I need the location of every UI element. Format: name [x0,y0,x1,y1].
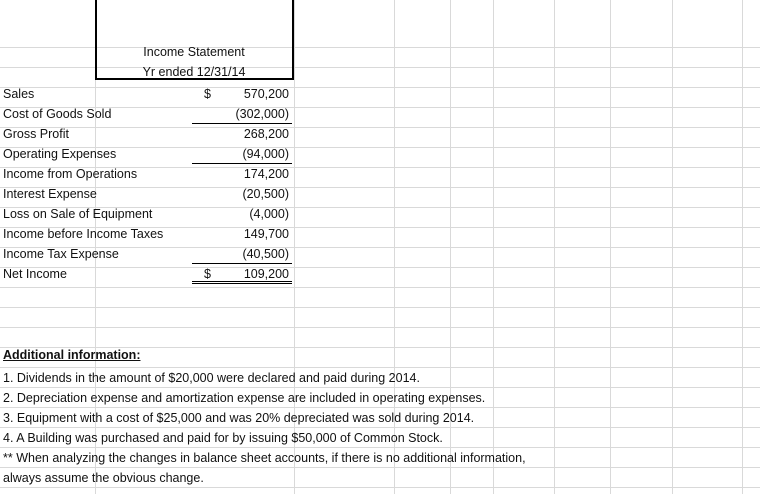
statement-title[interactable]: Income Statement [143,45,245,59]
row-label[interactable]: Cost of Goods Sold [3,107,112,121]
row-value[interactable]: (4,000) [249,207,289,221]
additional-info-line[interactable]: 1. Dividends in the amount of $20,000 were declared and paid during 2014. [3,371,420,385]
row-label[interactable]: Loss on Sale of Equipment [3,207,153,221]
additional-info-line[interactable]: 3. Equipment with a cost of $25,000 and was 20% depreciated was sold during 2014. [3,411,475,425]
row-value[interactable]: (20,500) [242,187,289,201]
row-label[interactable]: Operating Expenses [3,147,117,161]
row-value[interactable]: 268,200 [243,127,289,141]
additional-info-line[interactable]: always assume the obvious change. [3,471,204,485]
row-label[interactable]: Income Tax Expense [3,247,119,261]
row-label[interactable]: Interest Expense [3,187,97,201]
row-label[interactable]: Income from Operations [3,167,138,181]
currency-symbol: $ [204,87,211,101]
row-label[interactable]: Sales [3,87,35,101]
currency-symbol: $ [204,267,211,281]
row-value[interactable]: 570,200 [243,87,289,101]
additional-info-line[interactable]: ** When analyzing the changes in balance sheet accounts, if there is no additional information, [3,451,526,465]
row-value[interactable]: (302,000) [192,104,292,124]
row-label[interactable]: Gross Profit [3,127,69,141]
row-value[interactable]: 109,200 [192,264,292,284]
additional-info-line[interactable]: 2. Depreciation expense and amortization expense are included in operating expenses. [3,391,486,405]
row-value[interactable]: (94,000) [192,144,292,164]
row-value[interactable]: 149,700 [243,227,289,241]
additional-info-title[interactable]: Additional information: [3,348,141,362]
row-value[interactable]: (40,500) [192,244,292,264]
statement-period[interactable]: Yr ended 12/31/14 [142,65,246,79]
row-label[interactable]: Net Income [3,267,67,281]
row-value[interactable]: 174,200 [243,167,289,181]
additional-info-line[interactable]: 4. A Building was purchased and paid for by issuing $50,000 of Common Stock. [3,431,443,445]
row-label[interactable]: Income before Income Taxes [3,227,164,241]
